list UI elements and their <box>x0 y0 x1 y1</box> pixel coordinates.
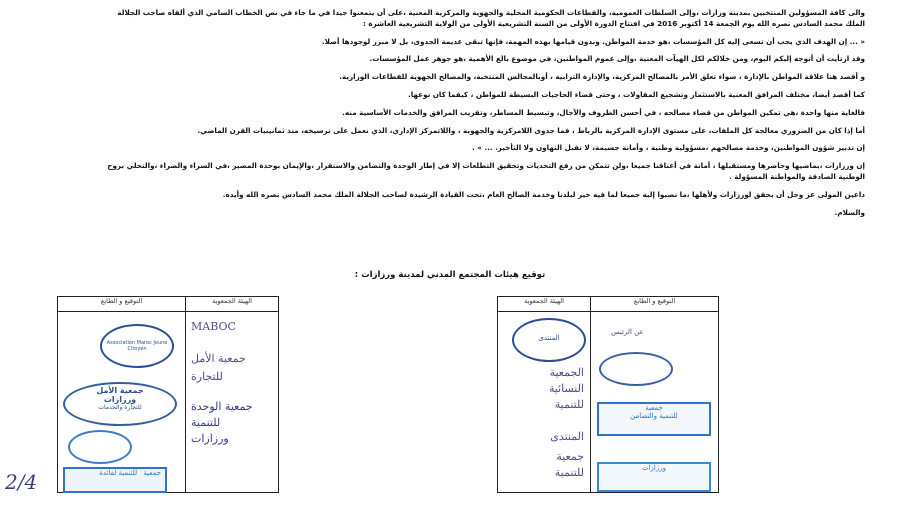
round-stamp <box>63 382 177 426</box>
header-signature-stamp: التوقيع و الطابع <box>58 297 186 312</box>
stamp-text: جمعية <box>143 469 161 477</box>
header-association: الهيئة الجمعوية <box>498 297 591 312</box>
handwritten-text: النسائية <box>548 382 584 395</box>
stamp-text: المنتدى <box>538 334 560 342</box>
paragraph: كما أقصد أيضا، مختلف المرافق المعنية بالاستثمار وتشجيع المقاولات ، وحتى قضاء الحاجيات البسيطة للمواطن ، كيفما كان نوعها. <box>407 89 865 99</box>
paragraph: إن تدبير شؤون المواطنين، وخدمة مصالحهم ،مسؤولية وطنية ، وأمانة جسيمة، لا تقبل التهاون ولا التأخير. ... » . <box>472 143 865 153</box>
stamp-cell <box>591 312 719 493</box>
stamp-text: جمعية <box>645 404 663 412</box>
round-stamp <box>512 318 586 362</box>
letter-body <box>105 8 865 225</box>
handwritten-text: للتنمية <box>191 416 221 429</box>
paragraph: والى كافة المسؤولين المنتخبين بمدينة وزازات ،وإلى السلطات العمومية، والقطاعات الحكومية المحلية والجهوية والمركزية المعنية ،على أن يتمعنوا جيدا في ما جاء في نص الخطاب السامي الذي ألقاه صاحب الجلالة الملك محمد السادس نصره الله يوم الجمعة 14 أكتوبر 2016 في افتتاح الدورة الأولى من السنة التشريعية الأولى من الولاية التشريعية العاشرة : <box>117 8 865 28</box>
round-stamp <box>100 324 174 368</box>
paragraph: إن ورزازات ،بماضيها وحاضرها ومستقبلها ، أمانة في أعناقنا جميعا ،ولن تتمكن من رفع التحديات وتحقيق التطلعات إلا في إطار الوحدة والتضامن والاستقرار ،والإيمان بوحدة المصير ،في السراء والضراء ،والتحلي بروح الوطنية الصادقة والمواطنة المسؤولة . <box>107 161 865 181</box>
rect-stamp <box>597 402 711 436</box>
association-cell <box>186 312 279 493</box>
handwritten-text: ورزازات <box>191 432 229 445</box>
round-stamp <box>68 430 132 464</box>
handwritten-text: للتنمية <box>554 398 584 411</box>
round-stamp <box>599 352 673 386</box>
paragraph: فالغاية منها واحدة ،هي تمكين المواطن من قضاء مصالحه ، في أحسن الظروف والآجال، وتبسيط المساطر، وتقريب المرافق والخدمات الأساسية منه. <box>342 107 865 117</box>
handwritten-text: جمعية الوحدة <box>191 400 253 413</box>
signature-section-title: توقيع هيئات المجتمع المدني لمدينة ورزازات : <box>354 270 546 280</box>
stamp-text: ورزازات <box>641 464 666 472</box>
header-association: الهيئة الجمعوية <box>186 297 279 312</box>
handwritten-text: جمعية <box>556 450 584 463</box>
stamp-text: Association Maroc Jeune Citoyen <box>106 340 168 352</box>
stamp-cell <box>58 312 186 493</box>
header-signature-stamp: التوقيع و الطابع <box>591 297 719 312</box>
paragraph: أما إذا كان من الضروري معالجة كل الملفات، على مستوى الإدارة المركزية بالرباط ، فما جدوى اللامركزية والجهوية ، واللاتمركز الإداري، الذي نعمل على ترسيخه، منذ ثمانينيات القرن الماضي. <box>197 125 865 135</box>
rect-stamp <box>63 467 167 493</box>
paragraph: و أقصد هنا علاقة المواطن بالإدارة ، سواء تعلق الأمر بالمصالح المركزية، والإدارة الترابية ، أوبالمجالس المنتخبة، والمصالح الجهوية للقطاعات الوزارية. <box>339 72 865 82</box>
signature-table-left <box>57 296 279 493</box>
stamp-text: للتنمية والتضامن <box>630 412 678 420</box>
paragraph: « ... إن الهدف الذي يجب أن تسعى إليه كل المؤسسات ،هو خدمة المواطن. وبدون قيامها بهذه المهمة، فإنها تبقى عديمة الجدوى، بل لا مبرر لوجودها أصلا. <box>321 36 865 46</box>
stamp-text: لفائدة <box>99 469 117 477</box>
stamp-text: للتنمية <box>118 469 138 477</box>
page-number: 2/4 <box>5 470 38 494</box>
handwritten-text: الجمعية <box>549 366 584 379</box>
rect-stamp <box>597 462 711 492</box>
handwritten-text: للتنمية <box>554 466 584 479</box>
stamp-text: ورزازات <box>103 395 137 404</box>
paragraph: والسلام. <box>834 207 865 217</box>
stamp-text: جمعية الأمل <box>96 386 144 395</box>
handwritten-text: جمعية الأمل <box>191 352 246 365</box>
association-cell <box>498 312 591 493</box>
stamp-text: عن الرئيس <box>611 328 644 336</box>
paragraph: وقد ارتأيت أن أتوجه إليكم اليوم، ومن خلالكم لكل الهيآت المعنية ،وإلى عموم المواطنين، في موضوع بالغ الأهمية ،هو جوهر عمل المؤسسات. <box>369 54 865 64</box>
handwritten-text: للتجارة <box>191 370 223 383</box>
signature-table-right <box>497 296 719 493</box>
stamp-text: للتجارة والخدمات <box>98 404 142 411</box>
handwritten-text: MABOC <box>191 320 236 333</box>
handwritten-text: المنتدى <box>550 430 584 443</box>
paragraph: داعين المولى عز وجل أن يحقق لورزازات ولأهلها ،ما نصبوا إليه جميعا لما فيه خير لبلدنا وخدمة الصالح العام ،تحت القيادة الرشيدة لصاحب الجلالة الملك محمد السادس نصره الله وأيده. <box>222 189 865 199</box>
